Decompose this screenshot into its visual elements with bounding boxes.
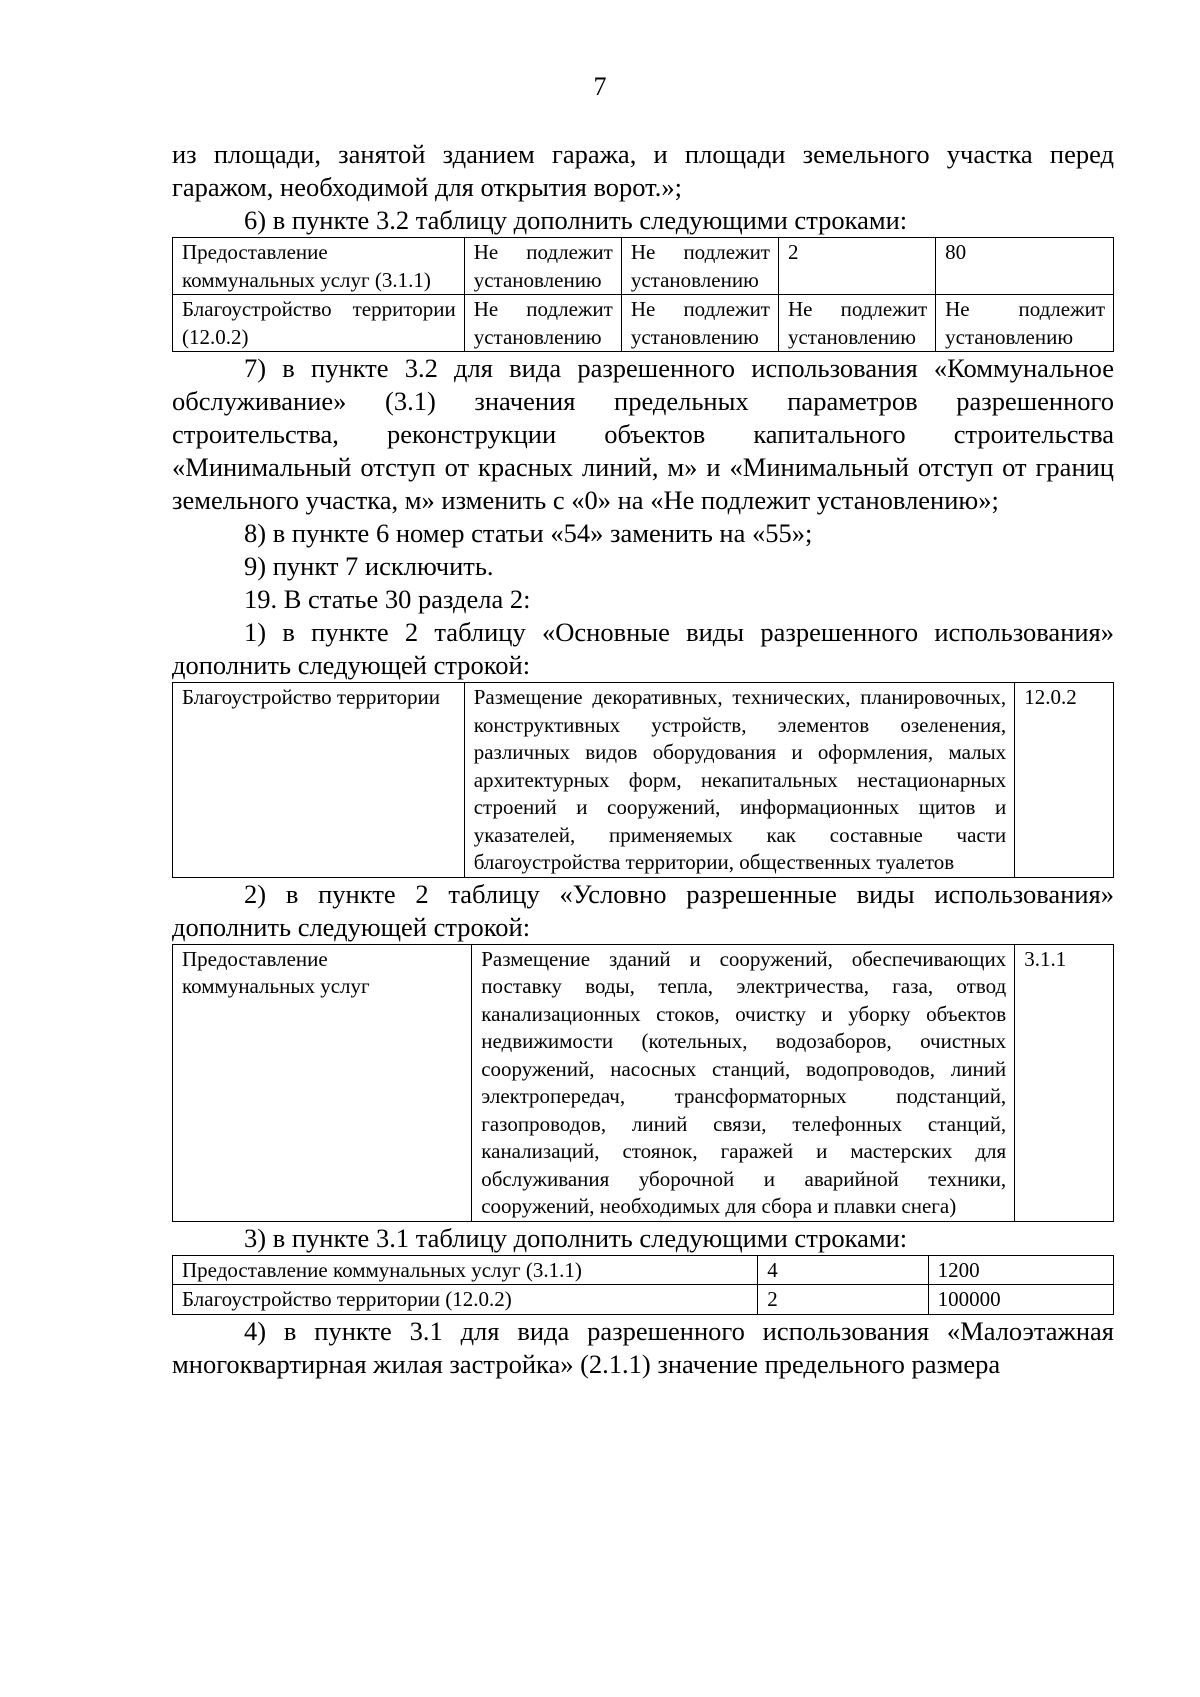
table-row <box>173 1285 1114 1315</box>
paragraph-item-2: 2) в пункте 2 таблицу «Условно разрешенные виды использования» дополнить следующей строкой: <box>172 878 1114 942</box>
table-cell: Предоставление коммунальных услуг <box>173 944 472 1221</box>
paragraph-continuation: из площади, занятой зданием гаража, и площади земельного участка перед гаражом, необходимой для открытия ворот.»; <box>172 139 1114 202</box>
table-cell: Предоставление коммунальных услуг (3.1.1) <box>173 1255 758 1285</box>
table-conditional-uses <box>172 944 1114 1222</box>
paragraph-item-8: 8) в пункте 6 номер статьи «54» заменить на «55»; <box>244 518 813 548</box>
table-row <box>173 944 1114 1221</box>
table-cell: 1200 <box>928 1255 1113 1285</box>
table-parameters-3-2 <box>172 237 1114 352</box>
paragraph-item-3: 3) в пункте 3.1 таблицу дополнить следующими строками: <box>244 1222 908 1253</box>
table-cell: 3.1.1 <box>1015 944 1114 1221</box>
table-cell: Благоустройство территории (12.0.2) <box>173 295 465 352</box>
table-cell: Благоустройство территории <box>173 683 465 878</box>
table-cell: Не подлежит установлению <box>464 238 621 295</box>
table-parameters-3-1 <box>172 1255 1114 1315</box>
paragraph-item-1: 1) в пункте 2 таблицу «Основные виды разрешенного использования» дополнить следующей строкой: <box>172 617 1114 680</box>
table-cell: Предоставление коммунальных услуг (3.1.1) <box>173 238 465 295</box>
table-cell: 80 <box>936 238 1114 295</box>
table-main-uses <box>172 682 1114 878</box>
table-cell: 4 <box>758 1255 928 1285</box>
table-cell: 2 <box>778 238 935 295</box>
table-cell: 12.0.2 <box>1015 683 1114 878</box>
table-cell: Размещение декоративных, технических, планировочных, конструктивных устройств, элементов озеленения, различных видов оборудования и оформления, малых архитектурных форм, некапитальных нестационарных строений и сооружений, информационных щитов и указателей, применяемых как составные части благоустройства территории, общественных туалетов <box>464 683 1014 878</box>
table-cell: Благоустройство территории (12.0.2) <box>173 1285 758 1315</box>
table-cell: Не подлежит установлению <box>464 295 621 352</box>
page-number: 7 <box>593 72 607 101</box>
table-cell: Не подлежит установлению <box>621 295 778 352</box>
table-cell: Не подлежит установлению <box>778 295 935 352</box>
table-row <box>173 1255 1114 1285</box>
table-cell: Размещение зданий и сооружений, обеспечивающих поставку воды, тепла, электричества, газа, отвод канализационных стоков, очистку и уборку объектов недвижимости (котельных, водозаборов, очистных сооружений, насосных станций, водопроводов, линий электропередач, трансформаторных подстанций, газопроводов, линий связи, телефонных станций, канализаций, стоянок, гаражей и мастерских для обслуживания уборочной и аварийной техники, сооружений, необходимых для сбора и плавки снега) <box>472 944 1015 1221</box>
table-row <box>173 295 1114 352</box>
paragraph-article-19: 19. В статье 30 раздела 2: <box>244 584 531 614</box>
document-body <box>172 138 1114 1381</box>
table-cell: 2 <box>758 1285 928 1315</box>
table-cell: 100000 <box>928 1285 1113 1315</box>
table-cell: Не подлежит установлению <box>936 295 1114 352</box>
paragraph-item-4: 4) в пункте 3.1 для вида разрешенного использования «Малоэтажная многоквартирная жилая застройка» (2.1.1) значение предельного размера <box>172 1315 1114 1379</box>
table-cell: Не подлежит установлению <box>621 238 778 295</box>
paragraph-item-7: 7) в пункте 3.2 для вида разрешенного использования «Коммунальное обслуживание» (3.1) значения предельных параметров разрешенного строительства, реконструкции объектов капитального строительства «Минимальный отступ от красных линий, м» и «Минимальный отступ от границ земельного участка, м» изменить с «0» на «Не подлежит установлению»; <box>172 353 1114 515</box>
table-row <box>173 238 1114 295</box>
table-row <box>173 683 1114 878</box>
paragraph-item-9: 9) пункт 7 исключить. <box>244 551 494 581</box>
paragraph-item-6: 6) в пункте 3.2 таблицу дополнить следующими строками: <box>244 205 908 235</box>
